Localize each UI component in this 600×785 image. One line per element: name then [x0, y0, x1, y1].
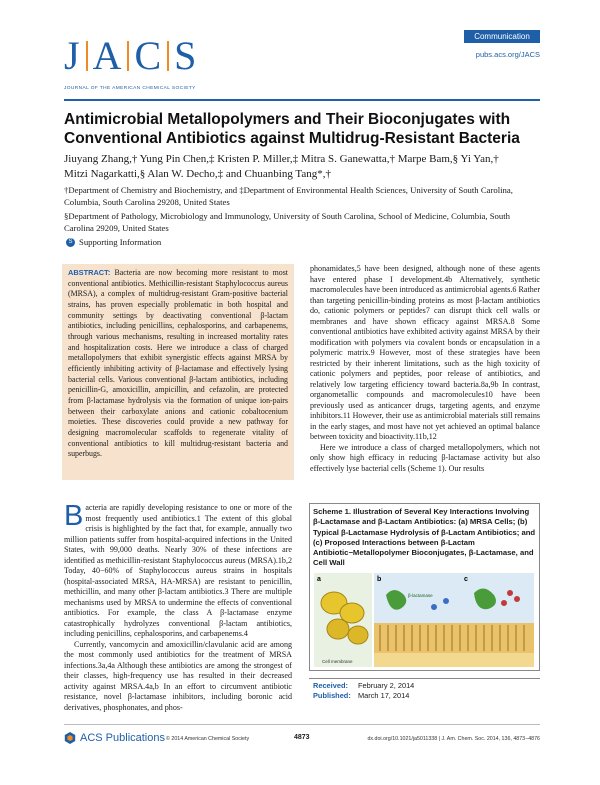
abstract-label: ABSTRACT:	[68, 268, 111, 277]
right-column	[310, 264, 540, 474]
abstract-box	[62, 264, 294, 480]
affiliation-1: †Department of Chemistry and Biochemistry, and ‡Department of Environmental Health Sciences, University of South Carolina, Columbia, South Carolina 29208, United States	[64, 185, 513, 207]
abstract-text: Bacteria are now becoming more resistant to most conventional antibiotics. Methicillin-resistant Staphylococcus aureus (MRSA), a complex of multidrug-resistant Gram-positive bacterial strains, has proven especially problematic in both hospital and community settings by deactivating conventional β-lactam antibiotics, including penicillins, cephalosporins, and carbapenems, through various mechanisms, resulting in increased mortality rates and hospitalization costs. Here we introduce a class of charged metallopolymers that exhibit synergistic effects against MRSA by efficiently inhibiting activity of β-lactamase and effectively lysing bacterial cells. Various conventional β-lactam antibiotics, including penicillin-G, amoxicillin, ampicillin, and cefazolin, are protected from β-lactamase hydrolysis via the formation of unique ion-pairs between their carboxylate anions and cationic cobaltocenium moieties. These discoveries could provide a new pathway for designing macromolecular scaffolds to regenerate vitality of conventional antibiotics to kill multidrug-resistant bacteria and superbugs.	[68, 268, 288, 459]
cell-membrane	[374, 653, 534, 667]
journal-logo	[64, 33, 198, 78]
right-paragraph-2: Here we introduce a class of charged metallopolymers, which not only show high efficacy in reducing β-lactamase activity but also effectively lyse bacterial cells (Scheme 1). Our results	[310, 442, 540, 473]
publication-dates	[313, 681, 414, 701]
section-badge: Communication	[464, 30, 540, 43]
received-date: February 2, 2014	[358, 681, 415, 690]
metallopolymer-bead	[507, 590, 513, 596]
copyright-text: © 2014 American Chemical Society	[166, 736, 250, 742]
antibiotic-molecule	[431, 604, 437, 610]
header-divider	[64, 99, 540, 101]
metallopolymer-bead	[514, 596, 520, 602]
panel-b-label: b	[377, 576, 382, 583]
published-label: Published:	[313, 691, 351, 700]
acs-publications-logo	[64, 732, 165, 744]
acs-hex-icon	[64, 732, 76, 744]
scheme-figure	[314, 573, 534, 667]
cell-membrane-label: Cell membrane	[322, 659, 353, 664]
journal-url-link[interactable]: pubs.acs.org/JACS	[475, 50, 540, 59]
scheme-caption: Scheme 1. Illustration of Several Key Interactions Involving β-Lactamase and β-Lactam Antibiotics: (a) MRSA Cells; (b) Typical β-Lactamase Hydrolysis of β-Lactam Antibiotics; and (c) Proposed Interactions between β-Lactam Antibiotic−Metallopolymer Bioconjugates, β-Lactamase, and Cell Wall	[313, 507, 536, 568]
author-list	[64, 152, 534, 182]
footer-divider	[64, 724, 540, 725]
mrsa-cell	[327, 619, 349, 639]
logo-letter-a: A	[92, 33, 123, 78]
metallopolymer-bead	[501, 600, 507, 606]
journal-subtitle: JOURNAL OF THE AMERICAN CHEMICAL SOCIETY	[64, 86, 196, 91]
doi-citation-link[interactable]: dx.doi.org/10.1021/ja5011338 | J. Am. Chem. Soc. 2014, 136, 4873−4876	[367, 736, 540, 742]
intro-column	[64, 500, 292, 713]
logo-letter-s: S	[174, 33, 198, 78]
publisher-name: ACS Publications	[80, 732, 165, 744]
supporting-info-link[interactable]	[66, 237, 161, 247]
right-paragraph-1: phonamidates,5 have been designed, although none of these agents have entered phase I development.4b Alternatively, synthetic macromolecules have been introduced as antimicrobial agents.6 Rather than targeting penicillin-binding proteins as most β-lactam antibiotics do, cationic polymers or peptides7 can disrupt thick cell walls or membranes and have shown efficacy against MRSA.8 Some conventional antibiotics have exhibited activity against MRSA by their modification with polymers via covalent bonds or encapsulation in a polymeric matrix.9 However, most of these strategies have been restricted by their inherent limitations, such as the high toxicity of cationic polymers and peptides, poor release of antibiotics, and relatively low targeting efficiency toward bacteria.8a,9b In contrast, organometallic compounds and macromolecules10 have been previously used as anticancer drugs, targeting agents, and enzyme inhibitors.11 However, their use as antimicrobial materials still remains in the early stages, and most have not yet achieved an optimal balance between toxicity and bioactivity.11b,12	[310, 264, 541, 441]
antibiotic-molecule	[443, 598, 449, 604]
affiliation-2: §Department of Pathology, Microbiology and Immunology, University of South Carolina, School of Medicine, Columbia, South Carolina 29209, United States	[64, 211, 510, 233]
article-title: Antimicrobial Metallopolymers and Their Bioconjugates with Conventional Antibiotics against Multidrug-Resistant Bacteria	[64, 111, 520, 147]
panel-a-label: a	[317, 576, 321, 583]
supporting-info-icon: S	[66, 238, 75, 247]
supporting-info-label: Supporting Information	[79, 237, 162, 247]
author-line-2: Mitzi Nagarkatti,§ Alan W. Decho,‡ and Chuanbing Tang*,†	[64, 168, 331, 180]
published-date: March 17, 2014	[358, 691, 410, 700]
logo-letter-j: J	[64, 33, 81, 78]
intro-paragraph-1: acteria are rapidly developing resistance to one or more of the most frequently used antibiotics.1 The extent of this global crisis is highlighted by the fact that, for example, annually two million patients suffer from hospital-acquired infections in the United States, with 99,000 deaths. Nearly 30% of these infections are identified as methicillin-resistant Staphylococcus aureus (MRSA).1b,2 Today, 40−60% of Staphylococcus aureus strains in hospitals (hospital-associated MRSA, HA-MRSA) are resistant to penicillin, methicillin, and many other β-lactam antibiotics.3 There are multiple mechanisms used by MRSA to undermine the effects of conventional antibiotics. For example, the class A β-lactamase enzyme catastrophically hydrolyzes conventional β-lactam antibiotics, including penicillins, cephalosporins, and carbapenems.4	[64, 503, 292, 638]
intro-paragraph-2: Currently, vancomycin and amoxicillin/clavulanic acid are among the most commonly used antibiotics for the treatment of MRSA infections.3a,4a Although these antibiotics are among the strongest of their classes, high-frequency use has resulted in their decreased activity against MRSA.4a,b In an effort to circumvent antibiotic resistance, novel β-lactamase inhibitors, including boronic acid derivatives, phosphonates, and phos-	[64, 639, 292, 712]
logo-letter-c: C	[134, 33, 163, 78]
mrsa-cell	[348, 626, 368, 644]
received-divider	[309, 678, 540, 679]
drop-cap: B	[64, 500, 84, 532]
received-label: Received:	[313, 681, 348, 690]
author-line-1: Jiuyang Zhang,† Yung Pin Chen,‡ Kristen P. Miller,‡ Mitra S. Ganewatta,† Marpe Bam,§ Yi Yan,†	[64, 153, 499, 165]
cell-wall	[374, 623, 534, 653]
lactamase-label: β-lactamase	[408, 593, 433, 598]
page-number: 4873	[294, 734, 310, 741]
panel-c-label: c	[464, 576, 468, 583]
